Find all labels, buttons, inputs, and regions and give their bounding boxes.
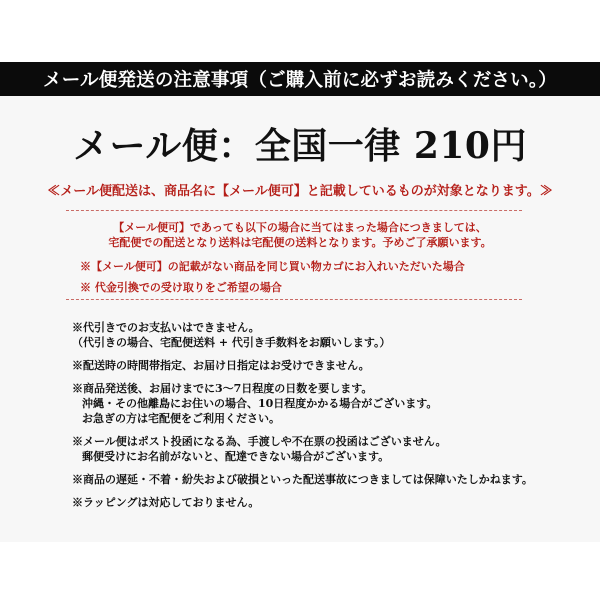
- note-item: [72, 472, 592, 487]
- exception-note: ※ 代金引換での受け取りをご希望の場合: [80, 281, 282, 294]
- note-line: お急ぎの方は宅配便をご利用ください。: [82, 412, 280, 425]
- dashed-divider-bottom: [66, 299, 522, 300]
- exception-note: ※【メール便可】の記載がない商品を同じ買い物カゴにお入れいただいた場合: [80, 260, 465, 273]
- note-line: ※商品発送後、お届けまでに3～7日程度の日数を要します。: [72, 382, 373, 395]
- note-item: [72, 358, 592, 373]
- notes-list: [72, 320, 592, 518]
- note-line: ※配送時の時間帯指定、お届け日指定はお受けできません。: [72, 359, 370, 372]
- shipping-price-headline: メール便：全国一律 210円: [73, 125, 527, 167]
- note-line: ※メール便はポスト投函になる為、手渡しや不在票の投函はございません。: [72, 435, 447, 448]
- header-banner: [0, 62, 600, 96]
- note-item: [72, 320, 592, 350]
- note-line: （代引きの場合、宅配便送料 + 代引き手数料をお願いします。）: [72, 336, 391, 349]
- exception-intro-line: 【メール便可】であっても以下の場合に当てはまった場合につきましては、: [113, 221, 487, 234]
- note-item: [72, 495, 592, 510]
- exception-intro-line: 宅配便での配送となり送料は宅配便の送料となります。予めご了承願います。: [108, 236, 492, 249]
- note-item: [72, 381, 592, 426]
- note-line: 沖縄・その他離島にお住いの場合、10日程度かかる場合がございます。: [82, 397, 438, 410]
- dashed-divider-top: [66, 210, 522, 211]
- header-title: メール便発送の注意事項（ご購入前に必ずお読みください。）: [43, 70, 557, 91]
- note-line: ※代引きでのお支払いはできません。: [72, 321, 260, 334]
- note-line: ※商品の遅延・不着・紛失および破損といった配送事故につきましては保障いたしかねます。: [72, 473, 533, 486]
- exception-intro: [60, 220, 540, 250]
- note-line: ※ラッピングは対応しておりません。: [72, 496, 260, 509]
- note-item: [72, 434, 592, 464]
- note-line: 郵便受けにお名前がないと、配達できない場合がございます。: [82, 450, 390, 463]
- eligibility-subheading: ≪メール便配送は、商品名に【メール便可】と記載しているものが対象となります。≫: [47, 184, 553, 199]
